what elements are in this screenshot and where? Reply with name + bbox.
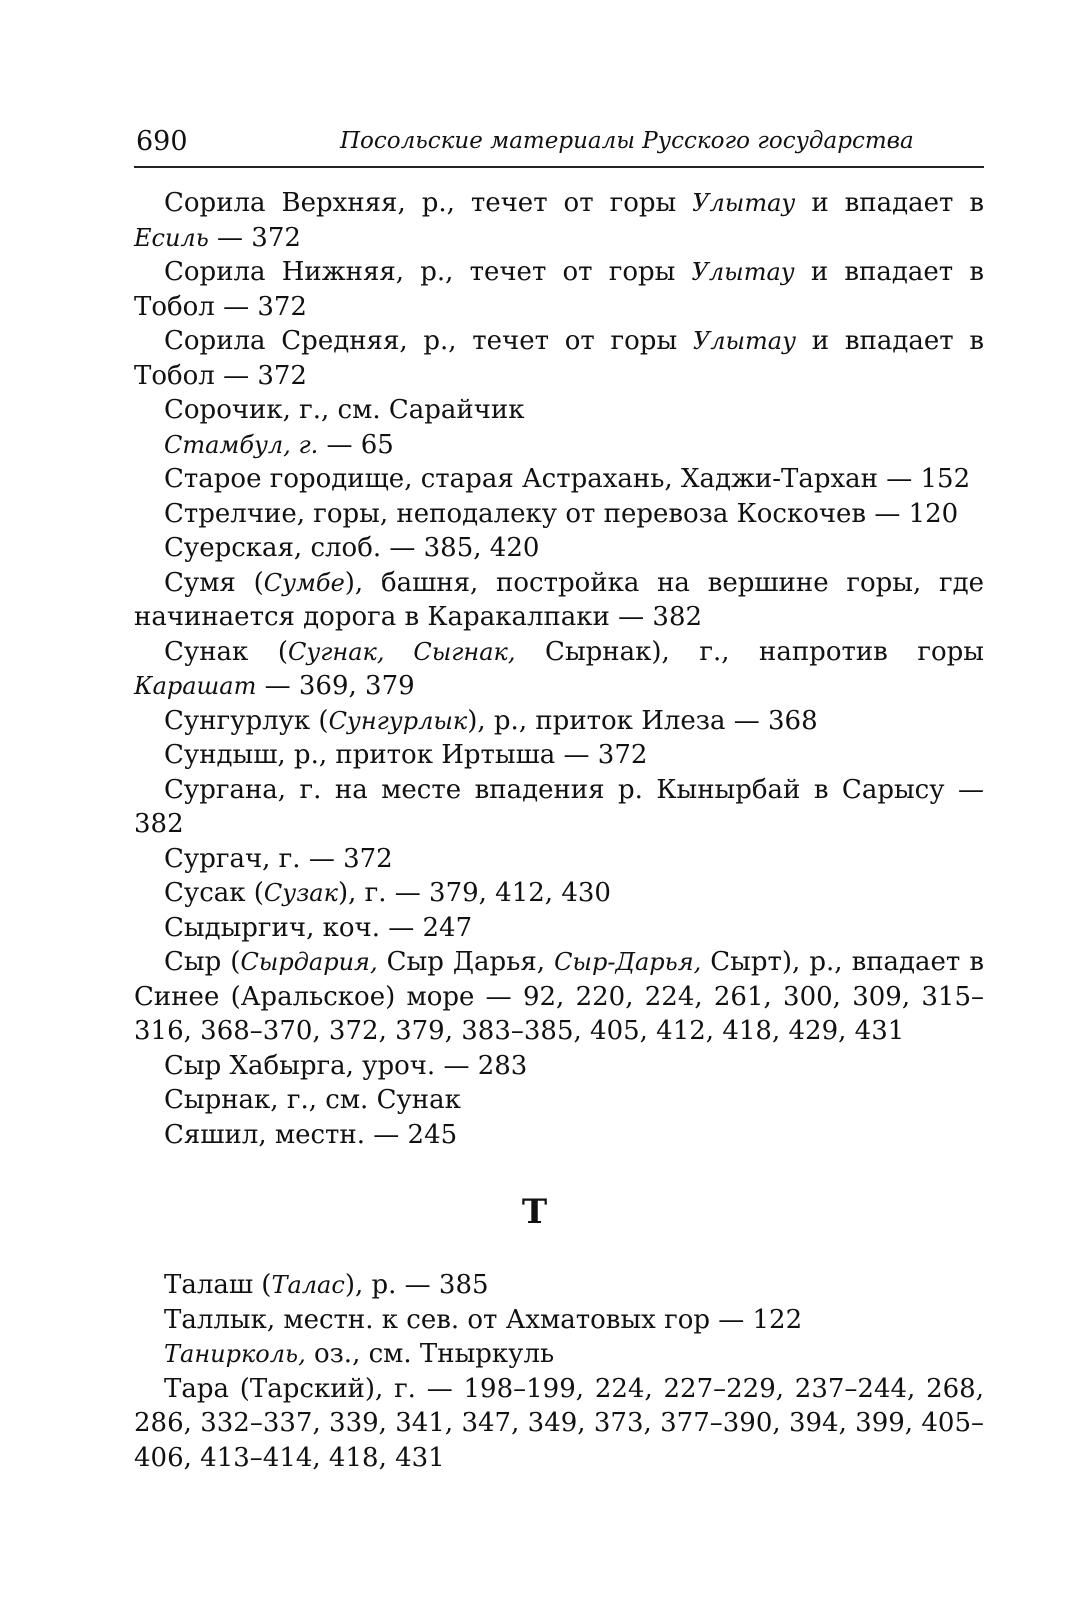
entry-text: Сыдыргич, коч. — 247 (164, 912, 473, 943)
entry-text-italic: Сырдария, (240, 948, 378, 976)
entry-text: — 372 (208, 222, 301, 253)
entry-text: Сырт), р., впадает в Синее (Аральское) море — 92, 220, 224, 261, 300, 309, 315–316, 368–370, 372, 379, 383–385, 405, 412, 418, 429, 431 (134, 947, 984, 1046)
index-entry (134, 773, 984, 842)
running-title: Посольские материалы Русского государства (340, 128, 914, 154)
index-entry (134, 1303, 984, 1338)
index-entry (134, 911, 984, 946)
entry-text-italic: Сугнак, Сыгнак, (287, 637, 516, 666)
entry-text: Сунак ( (164, 636, 288, 667)
entry-text: Сырнак, г., см. Сунак (164, 1085, 461, 1115)
index-entry (134, 738, 984, 773)
index-entry (134, 876, 984, 911)
index-entry (134, 945, 984, 1049)
index-entry (134, 531, 984, 566)
entry-text: Талаш ( (164, 1270, 272, 1300)
running-head (134, 126, 984, 168)
entry-text-italic: Танирколь, (164, 1340, 306, 1368)
index-entry (134, 635, 984, 704)
index-entry (134, 1268, 984, 1303)
entry-text: ), р. — 385 (344, 1270, 489, 1300)
index-section-t (134, 1268, 984, 1475)
entry-text: Сургана, г. на месте впадения р. Кынырбай в Сарысу — 382 (134, 774, 984, 839)
entry-text-italic: Сыр-Дарья, (554, 948, 702, 976)
entry-text: Сыр Хабырга, уроч. — 283 (164, 1050, 528, 1081)
entry-text: — 65 (318, 429, 394, 460)
entry-text: Сорочик, г., см. Сарайчик (164, 395, 525, 425)
entry-text-italic: Улытау (691, 258, 795, 286)
entry-text: ), р., приток Илеза — 368 (467, 705, 818, 736)
index-entry (134, 186, 984, 255)
entry-text: оз., см. Тныркуль (305, 1339, 555, 1369)
entry-text-italic: Сунгурлык (328, 706, 468, 735)
index-entry (134, 462, 984, 497)
entry-text-italic: Улытау (692, 189, 796, 217)
entry-text: Сырнак), г., напротив горы (515, 636, 984, 667)
entry-text: Сунгурлук ( (164, 705, 329, 736)
index-entry (134, 704, 984, 739)
index-entry (134, 428, 984, 463)
entry-text: Суерская, слоб. — 385, 420 (164, 533, 540, 563)
index-entry (134, 393, 984, 428)
entry-text: Сыр Дарья, (377, 947, 555, 977)
index-entry (134, 1372, 984, 1476)
entry-text: и впадает в Тобол — 372 (134, 257, 984, 322)
entry-text: Сусак ( (164, 878, 264, 908)
entry-text: — 369, 379 (256, 671, 415, 701)
entry-text-italic: Талас (271, 1271, 345, 1299)
index-entry (134, 1049, 984, 1084)
entry-text: Сорила Средняя, р., течет от горы (164, 326, 693, 356)
index-entry (134, 1337, 984, 1372)
index-entry (134, 255, 984, 324)
page-number: 690 (136, 126, 188, 157)
index-entry (134, 1118, 984, 1153)
entry-text-italic: Сузак (263, 879, 338, 907)
entry-text: Сяшил, местн. — 245 (164, 1119, 458, 1150)
entry-text: Стрелчие, горы, неподалеку от перевоза Коскочев — 120 (164, 498, 959, 529)
index-entry (134, 842, 984, 877)
entry-text: ), г. — 379, 412, 430 (337, 878, 611, 908)
entry-text-italic: Карашат (134, 672, 257, 700)
section-letter-heading: Т (521, 1192, 548, 1232)
entry-text: Сумя ( (164, 567, 264, 598)
entry-text: Сургач, г. — 372 (164, 843, 393, 874)
entry-text-italic: Стамбул, г. (164, 430, 319, 459)
entry-text: и впадает в Тобол — 372 (134, 326, 984, 391)
entry-text-italic: Есиль (134, 223, 209, 252)
entry-text: ), башня, постройка на вершине горы, где начинается дорога в Каракалпаки — 382 (134, 567, 985, 632)
index-section-s (134, 186, 984, 1152)
entry-text: Сыр ( (164, 947, 241, 977)
index-entry (134, 324, 984, 393)
entry-text: и впадает в (795, 188, 984, 218)
entry-text: Сорила Нижняя, р., течет от горы (164, 257, 692, 287)
entry-text: Тара (Тарский), г. — 198–199, 224, 227–229, 237–244, 268, 286, 332–337, 339, 341, 347, 349, 373, 377–390, 394, 399, 405–406, 413–414, 418, 431 (134, 1373, 984, 1473)
entry-text: Сундыш, р., приток Иртыша — 372 (164, 740, 648, 770)
entry-text-italic: Сумбе (263, 568, 345, 597)
index-entry (134, 497, 984, 532)
index-entry (134, 1083, 984, 1118)
entry-text: Старое городище, старая Астрахань, Хаджи-Тархан — 152 (164, 464, 971, 494)
entry-text: Сорила Верхняя, р., течет от горы (164, 188, 693, 218)
entry-text-italic: Улытау (692, 327, 797, 355)
entry-text: Таллык, местн. к сев. от Ахматовых гор — 122 (164, 1304, 803, 1335)
index-entry (134, 566, 984, 635)
